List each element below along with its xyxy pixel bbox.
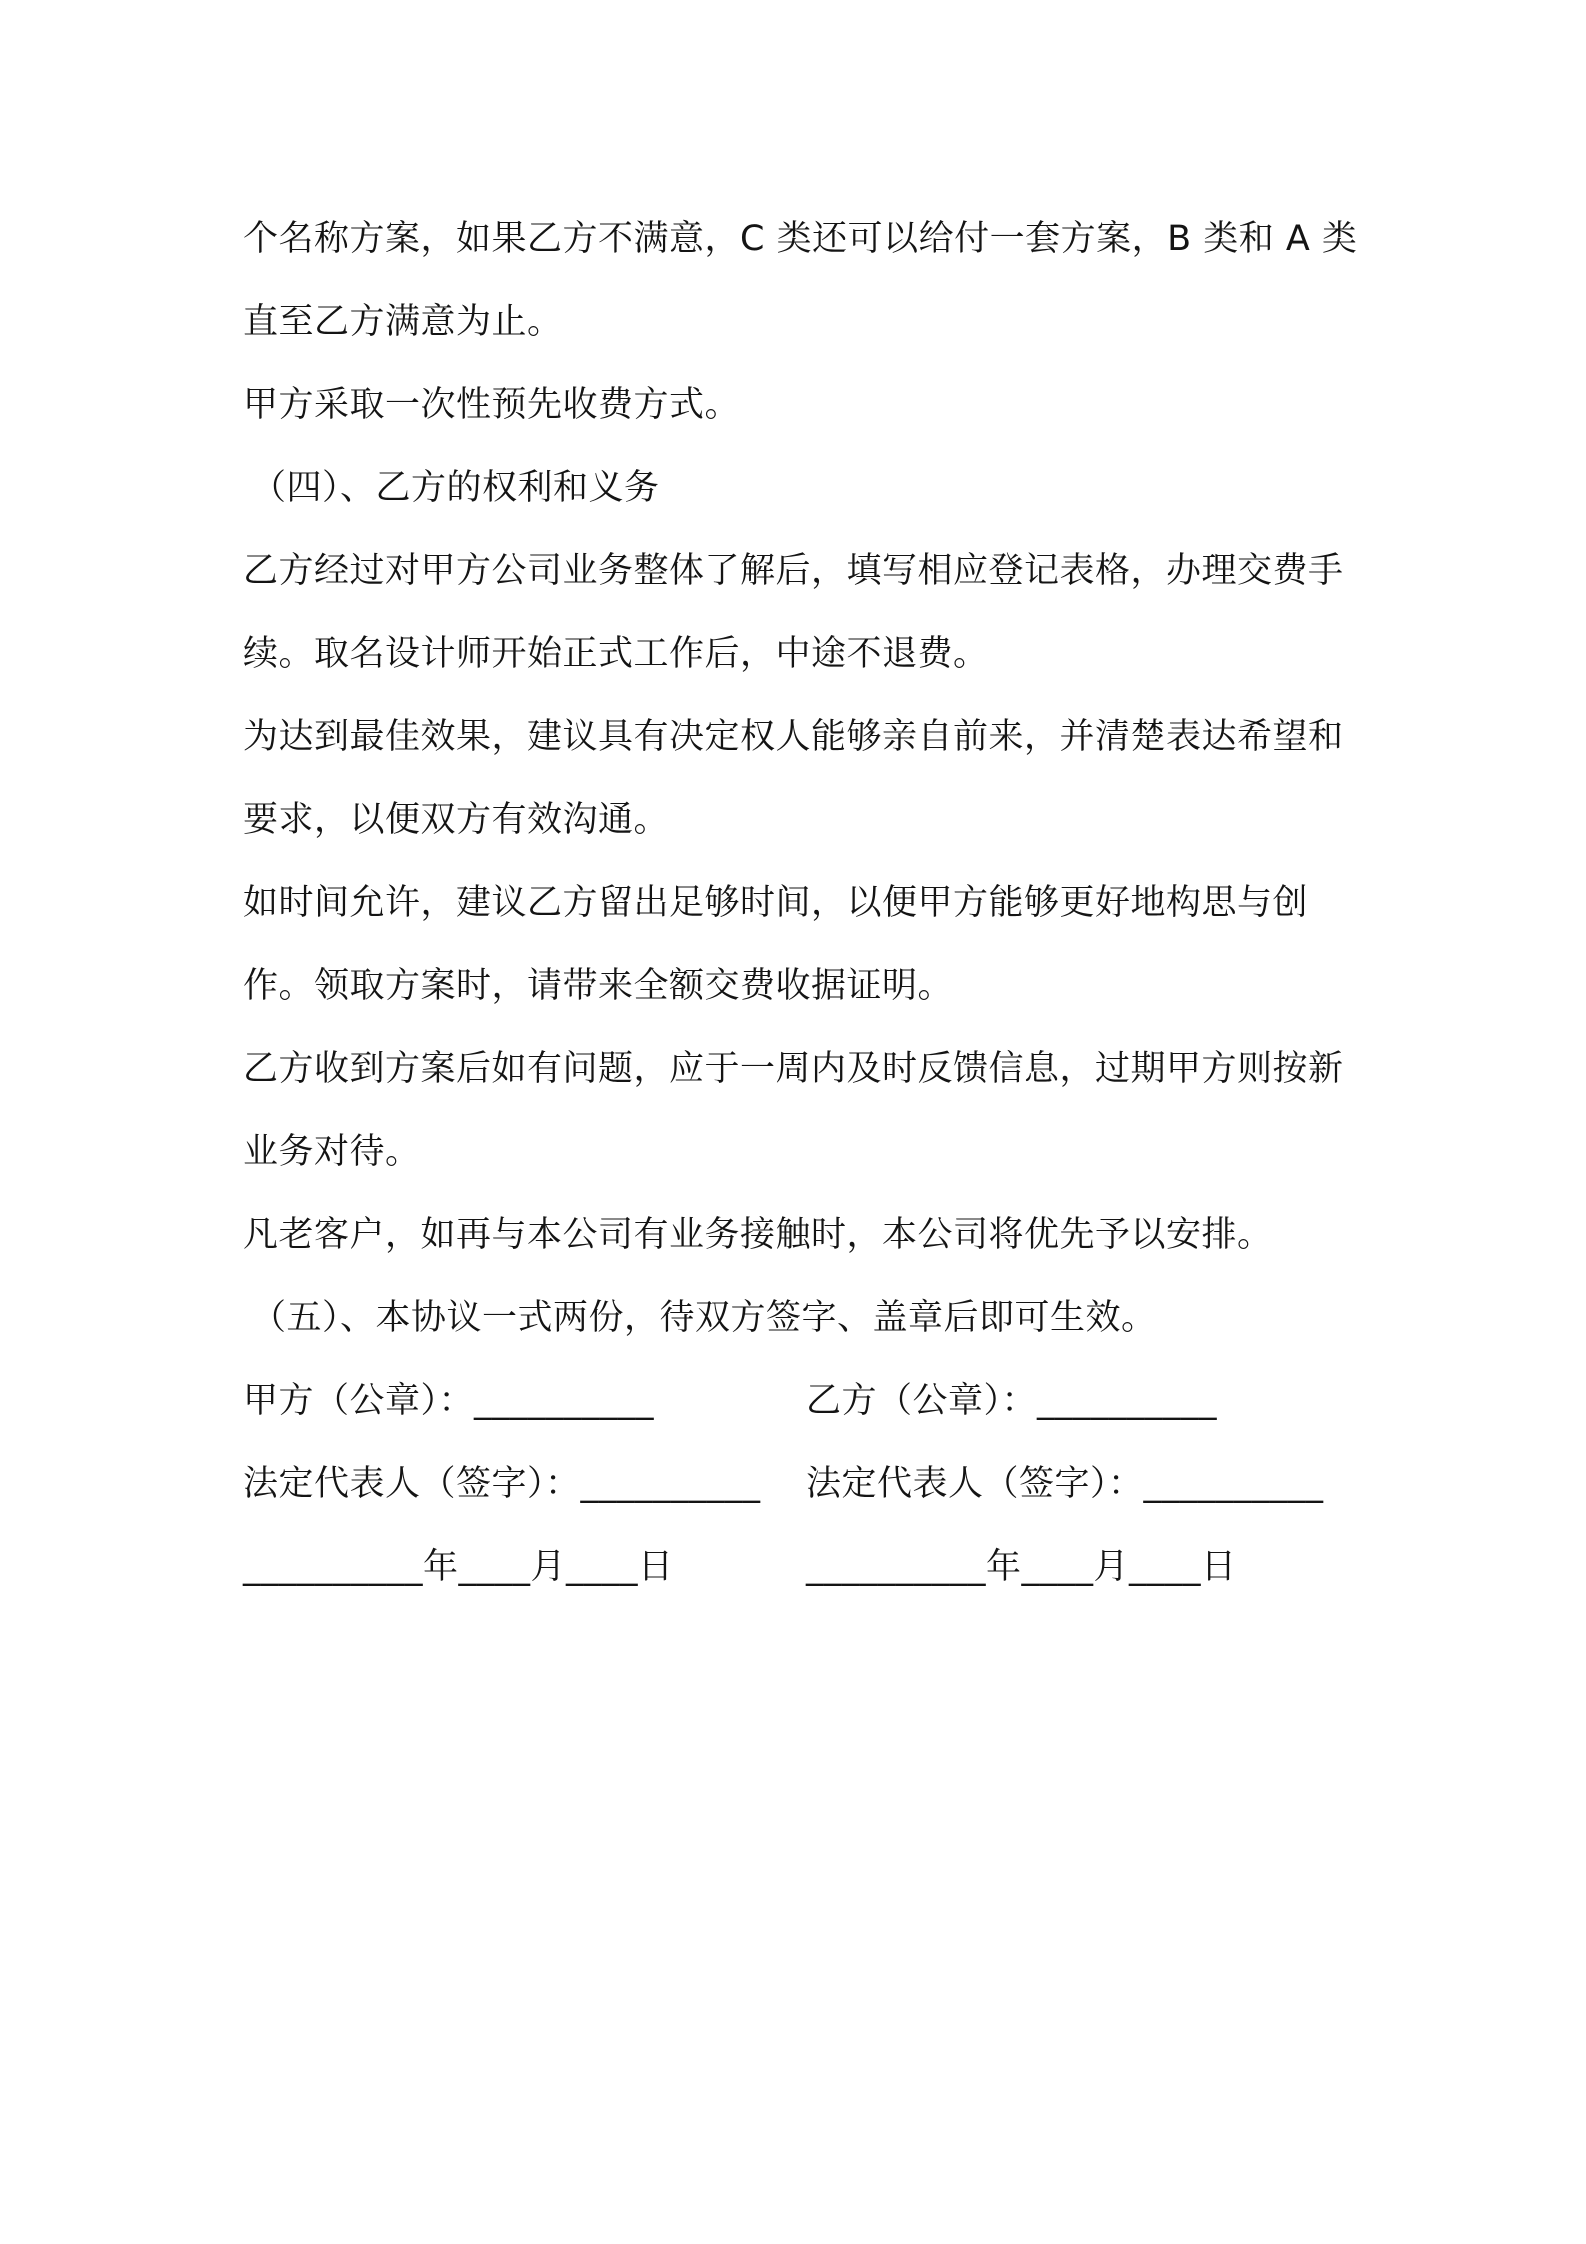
- party-a-seal-line: 甲方（公章）：__________: [243, 1381, 655, 1421]
- signature-row-seal: [243, 1360, 1363, 1443]
- document-body: [243, 198, 1363, 1609]
- paragraph-registration: 乙方经过对甲方公司业务整体了解后，填写相应登记表格，办理交费手续。取名设计师开始正式工作后，中途不退费。: [243, 551, 1344, 674]
- party-a-representative-line: 法定代表人（签字）：__________: [243, 1464, 761, 1504]
- section-heading-agreement-validity: （五）、本协议一式两份，待双方签字、盖章后即可生效。: [251, 1298, 1157, 1338]
- party-a-date-line: __________年____月____日: [243, 1547, 674, 1587]
- signature-row-representative: [243, 1443, 1363, 1526]
- paragraph-time-allowance: 如时间允许，建议乙方留出足够时间，以便甲方能够更好地构思与创作。领取方案时，请带来全额交费收据证明。: [243, 883, 1309, 1006]
- party-b-seal-line: 乙方（公章）：__________: [806, 1381, 1218, 1421]
- paragraph-old-customers: 凡老客户，如再与本公司有业务接触时，本公司将优先予以安排。: [243, 1215, 1273, 1255]
- paragraph-feedback: 乙方收到方案后如有问题，应于一周内及时反馈信息，过期甲方则按新业务对待。: [243, 1049, 1344, 1172]
- party-b-representative-line: 法定代表人（签字）：__________: [806, 1464, 1324, 1504]
- paragraph-fee-method: 甲方采取一次性预先收费方式。: [243, 385, 741, 425]
- party-b-date-line: __________年____月____日: [806, 1547, 1237, 1587]
- signature-row-date: [243, 1526, 1363, 1609]
- section-heading-party-b-rights: （四）、乙方的权利和义务: [251, 468, 660, 508]
- paragraph-best-effect: 为达到最佳效果，建议具有决定权人能够亲自前来，并清楚表达希望和要求，以便双方有效沟通。: [243, 717, 1344, 840]
- paragraph-scheme-options: 个名称方案，如果乙方不满意，C 类还可以给付一套方案，B 类和 A 类直至乙方满意为止。: [243, 219, 1358, 342]
